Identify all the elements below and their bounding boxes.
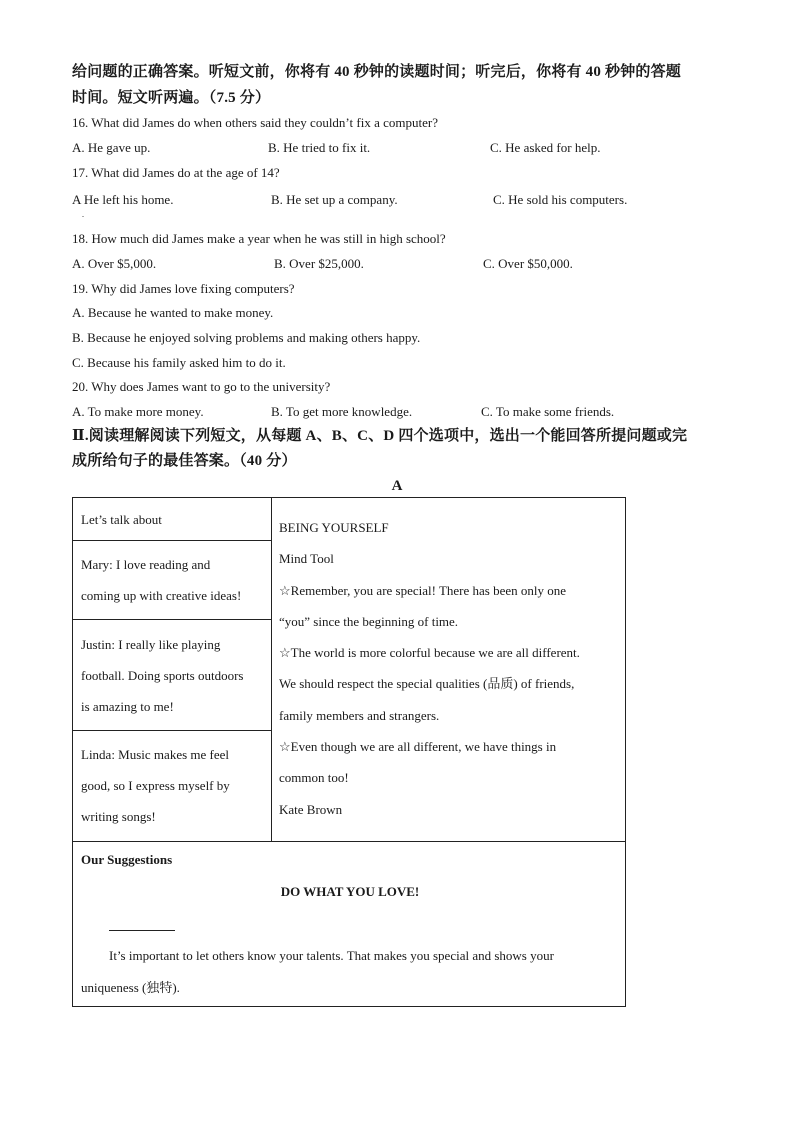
table-divider xyxy=(73,841,625,842)
right-line: We should respect the special qualities (品质) of friends, xyxy=(279,676,575,692)
question-19-option-a: A. Because he wanted to make money. xyxy=(72,305,274,320)
question-17-dot: . xyxy=(82,210,84,219)
passage-table xyxy=(72,497,626,1007)
question-18-option-a: A. Over $5,000. xyxy=(72,256,157,271)
section-instruction-line1: 给问题的正确答案。听短文前，你将有 40 秒钟的读题时间；听完后，你将有 40 秒钟的答题 xyxy=(72,64,682,80)
right-line: Mind Tool xyxy=(279,551,334,567)
question-18-option-c: C. Over $50,000. xyxy=(483,256,573,271)
question-17-option-b: B. He set up a company. xyxy=(271,192,398,207)
right-line: ☆Even though we are all different, we have things in xyxy=(279,739,557,755)
mary-line: coming up with creative ideas! xyxy=(81,588,242,603)
justin-cell xyxy=(81,629,244,722)
justin-line: Justin: I really like playing xyxy=(81,637,221,652)
blank-line xyxy=(109,930,175,931)
justin-line: football. Doing sports outdoors xyxy=(81,668,244,683)
reading-instruction-line1: Ⅱ.阅读理解阅读下列短文，从每题 A、B、C、D 四个选项中，选出一个能回答所提问题或完 xyxy=(72,428,688,444)
right-line: BEING YOURSELF xyxy=(279,520,389,535)
question-20-stem: 20. Why does James want to go to the university? xyxy=(72,379,331,394)
mary-cell xyxy=(81,549,241,611)
question-16-option-b: B. He tried to fix it. xyxy=(268,140,371,155)
suggestions-heading: DO WHAT YOU LOVE! xyxy=(280,884,420,899)
table-divider xyxy=(73,730,271,731)
being-yourself-cell xyxy=(279,512,619,825)
passage-label: A xyxy=(391,478,403,494)
linda-cell xyxy=(81,739,230,832)
right-line: “you” since the beginning of time. xyxy=(279,613,459,629)
table-divider xyxy=(73,540,271,541)
suggestions-paragraph: It’s important to let others know your talents. That makes you special and shows your uniqueness (独特). xyxy=(81,948,554,995)
linda-line: Linda: Music makes me feel xyxy=(81,747,230,762)
right-line: ☆The world is more colorful because we are all different. xyxy=(279,645,580,661)
right-line: Kate Brown xyxy=(279,801,343,817)
question-17-stem: 17. What did James do at the age of 14? xyxy=(72,165,280,180)
question-19-option-c: C. Because his family asked him to do it. xyxy=(72,355,286,370)
question-20-option-b: B. To get more knowledge. xyxy=(271,404,413,419)
question-19-stem: 19. Why did James love fixing computers? xyxy=(72,281,295,296)
question-17-option-a: A He left his home. xyxy=(72,192,174,207)
justin-line: is amazing to me! xyxy=(81,699,174,714)
linda-line: good, so I express myself by xyxy=(81,778,230,793)
question-20-option-c: C. To make some friends. xyxy=(481,404,615,419)
question-16-option-a: A. He gave up. xyxy=(72,140,151,155)
table-divider-vertical xyxy=(271,498,272,841)
reading-instruction-line2: 成所给句子的最佳答案。（40 分） xyxy=(72,453,297,469)
question-17-option-c: C. He sold his computers. xyxy=(493,192,628,207)
question-19-option-b: B. Because he enjoyed solving problems and making others happy. xyxy=(72,330,421,345)
section-instruction-line2: 时间。短文听两遍。（7.5 分） xyxy=(72,90,271,106)
question-18-stem: 18. How much did James make a year when he was still in high school? xyxy=(72,231,446,246)
linda-line: writing songs! xyxy=(81,809,156,824)
suggestions-title: Our Suggestions xyxy=(81,852,173,867)
right-line: family members and strangers. xyxy=(279,707,440,723)
right-line: ☆Remember, you are special! There has been only one xyxy=(279,582,567,598)
question-16-option-c: C. He asked for help. xyxy=(490,140,601,155)
mary-line: Mary: I love reading and xyxy=(81,557,211,572)
right-line: common too! xyxy=(279,770,349,786)
question-16-stem: 16. What did James do when others said they couldn’t fix a computer? xyxy=(72,115,438,130)
table-divider xyxy=(73,619,271,620)
question-18-option-b: B. Over $25,000. xyxy=(274,256,364,271)
question-20-option-a: A. To make more money. xyxy=(72,404,204,419)
left-header-cell: Let’s talk about xyxy=(81,512,162,527)
